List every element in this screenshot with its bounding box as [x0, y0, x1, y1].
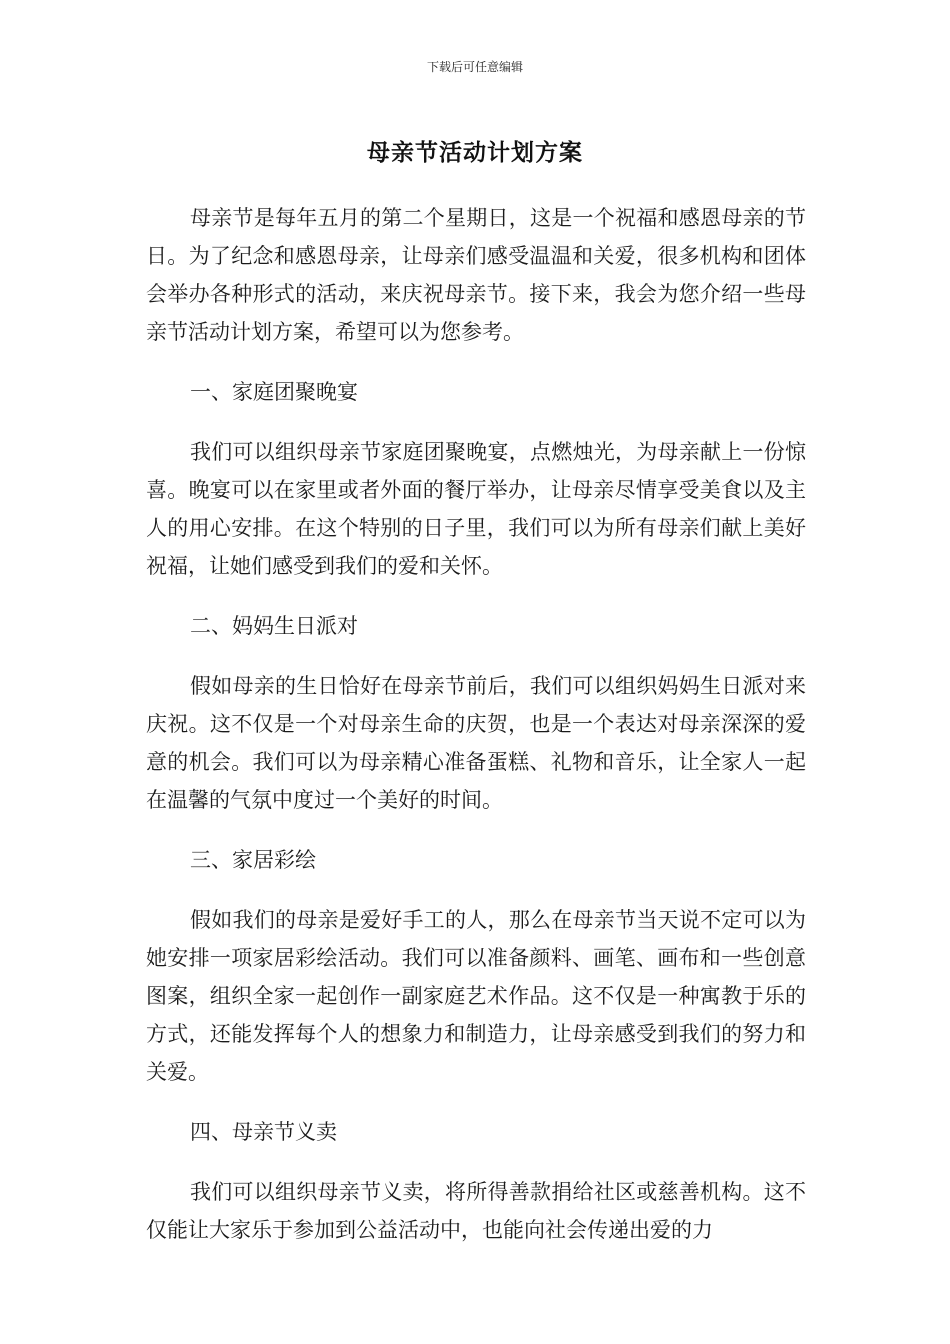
- section-paragraph-4: 我们可以组织母亲节义卖，将所得善款捐给社区或慈善机构。这不仅能让大家乐于参加到公益活动中，也能向社会传递出爱的力: [146, 1180, 806, 1242]
- section-heading-2: 二、妈妈生日派对: [190, 614, 358, 638]
- section-heading-4: 四、母亲节义卖: [190, 1120, 337, 1144]
- header-note: 下载后可任意编辑: [426, 60, 523, 74]
- section-heading-1: 一、家庭团聚晚宴: [190, 380, 358, 404]
- section-heading-3: 三、家居彩绘: [190, 848, 316, 872]
- document-body: [146, 199, 806, 1271]
- section-paragraph-2: 假如母亲的生日恰好在母亲节前后，我们可以组织妈妈生日派对来庆祝。这不仅是一个对母亲生命的庆贺，也是一个表达对母亲深深的爱意的机会。我们可以为母亲精心准备蛋糕、礼物和音乐，让全家人一起在温馨的气氛中度过一个美好的时间。: [146, 674, 806, 812]
- section-paragraph-1: 我们可以组织母亲节家庭团聚晚宴，点燃烛光，为母亲献上一份惊喜。晚宴可以在家里或者外面的餐厅举办，让母亲尽情享受美食以及主人的用心安排。在这个特别的日子里，我们可以为所有母亲们献上美好祝福，让她们感受到我们的爱和关怀。: [146, 440, 806, 578]
- intro-paragraph: 母亲节是每年五月的第二个星期日，这是一个祝福和感恩母亲的节日。为了纪念和感恩母亲，让母亲们感受温温和关爱，很多机构和团体会举办各种形式的活动，来庆祝母亲节。接下来，我会为您介绍一些母亲节活动计划方案，希望可以为您参考。: [146, 206, 806, 344]
- document-title: 母亲节活动计划方案: [367, 140, 583, 166]
- section-paragraph-3: 假如我们的母亲是爱好手工的人，那么在母亲节当天说不定可以为她安排一项家居彩绘活动。我们可以准备颜料、画笔、画布和一些创意图案，组织全家一起创作一副家庭艺术作品。这不仅是一种寓教于乐的方式，还能发挥每个人的想象力和制造力，让母亲感受到我们的努力和关爱。: [146, 908, 806, 1084]
